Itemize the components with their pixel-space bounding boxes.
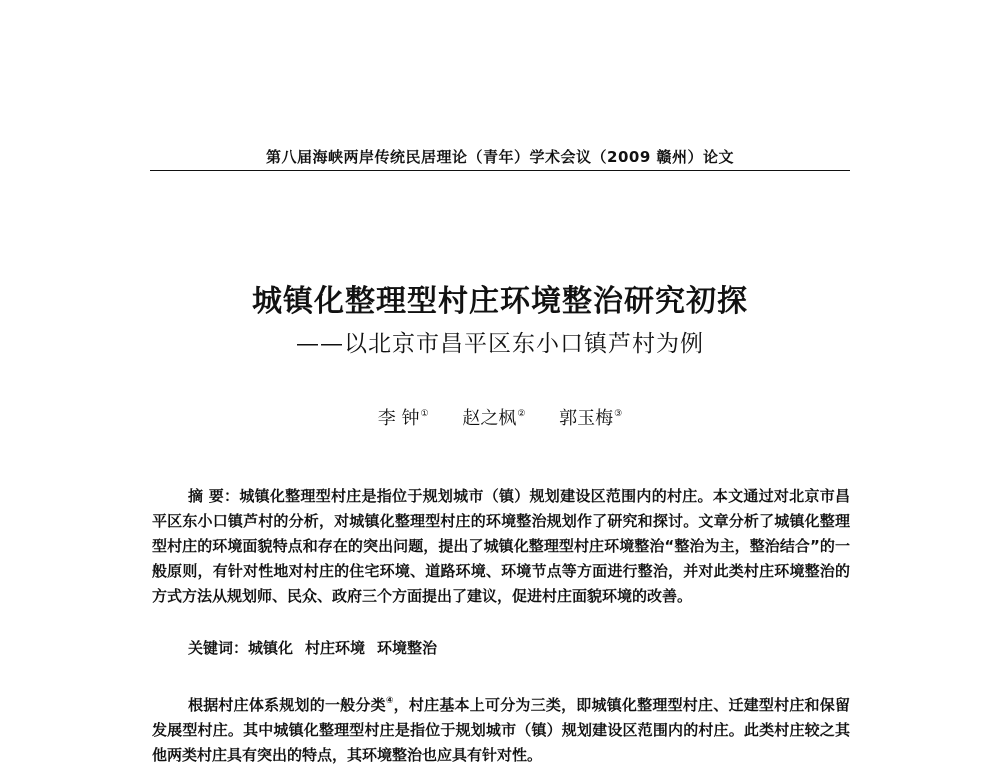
- abstract-text: 城镇化整理型村庄是指位于规划城市（镇）规划建设区范围内的村庄。本文通过对北京市昌平区东小口镇芦村的分析，对城镇化整理型村庄的环境整治规划作了研究和探讨。文章分析了城镇化整理型村庄的环境面貌特点和存在的突出问题，提出了城镇化整理型村庄环境整治“整治为主，整治结合”的一般原则，有针对性地对村庄的住宅环境、道路环境、环境节点等方面进行整治，并对此类村庄环境整治的方式方法从规划师、民众、政府三个方面提出了建议，促进村庄面貌环境的改善。: [152, 487, 850, 605]
- author-name: 李 钟: [377, 408, 420, 429]
- author-footnote-mark: ③: [614, 409, 623, 419]
- author-footnote-mark: ①: [420, 409, 429, 419]
- keyword: 环境整治: [377, 639, 438, 657]
- keyword: 城镇化: [248, 639, 294, 657]
- author-name: 赵之枫: [462, 408, 517, 429]
- keywords: [188, 637, 437, 658]
- keyword: 村庄环境: [305, 639, 366, 657]
- body-paragraph: [152, 689, 850, 768]
- author: [559, 404, 622, 430]
- abstract-label: 摘 要：: [188, 487, 240, 505]
- body-text-rest: ，村庄基本上可分为三类，即城镇化整理型村庄、迁建型村庄和保留发展型村庄。其中城镇化整理型村庄是指位于规划城市（镇）规划建设区范围内的村庄。此类村庄较之其他两类村庄具有突出的特点，其环境整治也应具有针对性。: [152, 696, 850, 764]
- header-rule: [150, 170, 850, 171]
- footnote-mark: ④: [385, 696, 394, 706]
- author-footnote-mark: ②: [517, 409, 526, 419]
- author-name: 郭玉梅: [559, 408, 614, 429]
- author-list: [150, 404, 850, 430]
- abstract: [152, 484, 850, 609]
- author: [462, 404, 525, 430]
- body-text-start: 根据村庄体系规划的一般分类: [188, 696, 386, 714]
- running-header: 第八届海峡两岸传统民居理论（青年）学术会议（2009 赣州）论文: [266, 148, 734, 166]
- paper-title: 城镇化整理型村庄环境整治研究初探: [252, 284, 748, 319]
- keywords-label: 关键词：: [188, 639, 249, 657]
- author: [378, 404, 429, 430]
- paper-subtitle: ——以北京市昌平区东小口镇芦村为例: [296, 331, 704, 357]
